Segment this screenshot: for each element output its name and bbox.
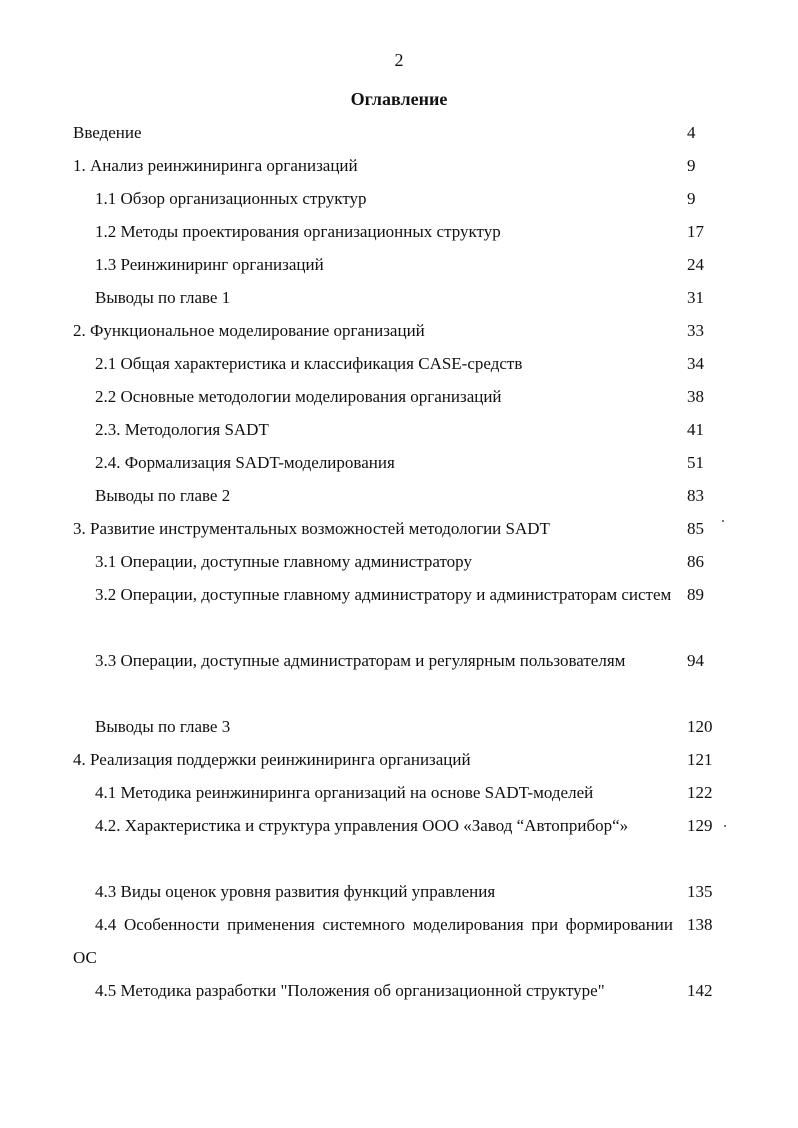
toc-entry-page: 9 [687, 156, 696, 175]
toc-entry-page: 135 [687, 882, 713, 901]
toc-entry[interactable] [0, 479, 798, 512]
toc-entry[interactable] [0, 512, 798, 545]
toc-entry-text: Выводы по главе 2 [95, 486, 231, 505]
toc-entry[interactable] [0, 215, 798, 248]
toc-entry[interactable] [0, 875, 798, 908]
table-of-contents [0, 116, 798, 1056]
toc-entry[interactable] [0, 974, 798, 1040]
toc-entry-text: 1.2 Методы проектирования организационных структур [95, 222, 501, 241]
scan-speck [724, 825, 726, 827]
toc-entry[interactable] [0, 314, 798, 347]
toc-entry-page: 121 [687, 750, 713, 769]
toc-entry-text: 2.2 Основные методологии моделирования организаций [95, 387, 502, 406]
toc-entry-page: 31 [687, 288, 704, 307]
toc-entry[interactable] [0, 149, 798, 182]
toc-entry[interactable] [0, 743, 798, 776]
toc-entry-text: 2.1 Общая характеристика и классификация CASE-средств [95, 354, 523, 373]
toc-entry[interactable] [0, 710, 798, 743]
toc-entry[interactable] [0, 413, 798, 446]
toc-entry[interactable] [0, 644, 798, 710]
toc-entry[interactable] [0, 116, 798, 149]
toc-entry-page: 34 [687, 354, 704, 373]
toc-entry[interactable] [0, 545, 798, 578]
toc-entry-text: Выводы по главе 1 [95, 288, 231, 307]
toc-entry-text: 4.3 Виды оценок уровня развития функций управления [95, 882, 496, 901]
toc-entry-text: 3.3 Операции, доступные администраторам и регулярным пользователям [95, 651, 626, 670]
toc-entry[interactable] [0, 182, 798, 215]
toc-entry-page: 38 [687, 387, 704, 406]
toc-entry-page: 138 [687, 915, 713, 934]
toc-entry[interactable] [0, 908, 798, 974]
toc-entry[interactable] [0, 281, 798, 314]
toc-entry-text: 4.4 Особенности применения системного моделирования при формировании ОС [73, 915, 673, 967]
toc-entry[interactable] [0, 347, 798, 380]
toc-entry-page: 142 [687, 981, 713, 1000]
toc-entry[interactable] [0, 380, 798, 413]
toc-entry[interactable] [0, 809, 798, 875]
toc-entry-text: 4.5 Методика разработки "Положения об организационной структуре" [95, 981, 605, 1000]
toc-entry[interactable] [0, 776, 798, 809]
page-number: 2 [394, 50, 404, 70]
toc-entry[interactable] [0, 578, 798, 644]
toc-entry-text: 3.2 Операции, доступные главному администратору и администраторам систем [95, 585, 672, 604]
toc-entry-text: Введение [73, 123, 142, 142]
toc-entry-text: 2. Функциональное моделирование организаций [73, 321, 425, 340]
toc-entry-text: 2.3. Методология SADT [95, 420, 269, 439]
toc-entry-page: 41 [687, 420, 704, 439]
toc-entry-page: 24 [687, 255, 704, 274]
toc-entry[interactable] [0, 446, 798, 479]
toc-entry-page: 33 [687, 321, 704, 340]
toc-entry-text: 4. Реализация поддержки реинжиниринга организаций [73, 750, 471, 769]
toc-entry-page: 120 [687, 717, 713, 736]
toc-entry[interactable] [0, 248, 798, 281]
toc-title: Оглавление [350, 89, 448, 109]
toc-entry-text: 3. Развитие инструментальных возможностей методологии SADT [73, 519, 550, 538]
toc-entry-page: 85 [687, 519, 704, 538]
toc-entry-text: Выводы по главе 3 [95, 717, 231, 736]
toc-entry-text: 1. Анализ реинжиниринга организаций [73, 156, 358, 175]
toc-entry-text: 1.3 Реинжиниринг организаций [95, 255, 324, 274]
scan-speck [722, 520, 724, 522]
toc-entry-page: 17 [687, 222, 704, 241]
toc-entry-text: 4.1 Методика реинжиниринга организаций на основе SADT-моделей [95, 783, 594, 802]
toc-entry-page: 94 [687, 651, 704, 670]
toc-entry-page: 89 [687, 585, 704, 604]
toc-entry-page: 129 [687, 816, 713, 835]
toc-entry-page: 86 [687, 552, 704, 571]
toc-entry-text: 2.4. Формализация SADT-моделирования [95, 453, 395, 472]
toc-entry-page: 9 [687, 189, 696, 208]
toc-entry-page: 51 [687, 453, 704, 472]
toc-entry-text: 1.1 Обзор организационных структур [95, 189, 367, 208]
toc-entry-page: 122 [687, 783, 713, 802]
toc-entry-page: 83 [687, 486, 704, 505]
toc-entry-text: 3.1 Операции, доступные главному администратору [95, 552, 472, 571]
toc-entry-text: 4.2. Характеристика и структура управления ООО «Завод “Автоприбор“» [95, 816, 629, 835]
toc-entry-page: 4 [687, 123, 696, 142]
